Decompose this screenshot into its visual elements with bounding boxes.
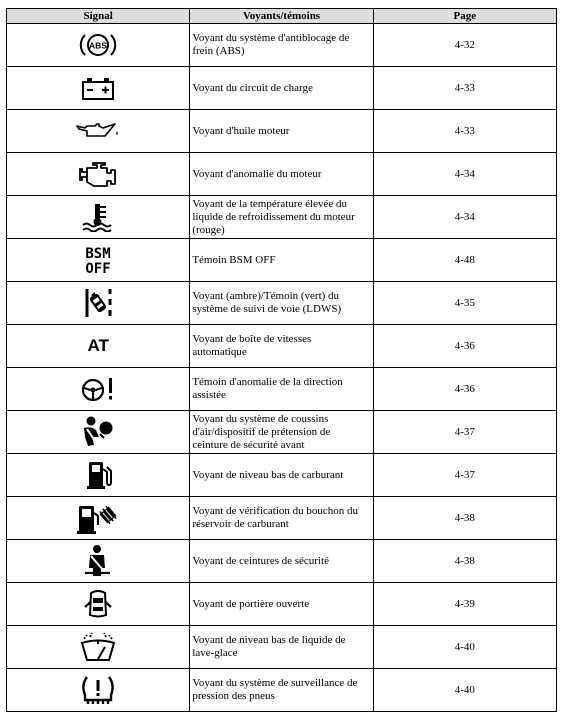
table-row — [7, 368, 557, 411]
description-cell: Témoin d'anomalie de la direction assistée — [190, 368, 373, 411]
at-icon: AT — [87, 336, 109, 356]
description-cell: Voyant de ceintures de sécurité — [190, 540, 373, 583]
oil-can-icon — [75, 120, 121, 142]
description-cell: Voyant de niveau bas de carburant — [190, 454, 373, 497]
description-cell: Voyant de la température élevée du liquide de refroidissement du moteur (rouge) — [190, 196, 373, 239]
svg-text:OFF: OFF — [85, 261, 111, 276]
table-row — [7, 239, 557, 282]
page-cell: 4-38 — [373, 540, 556, 583]
table-header-row — [7, 9, 557, 24]
description-cell: Voyant d'huile moteur — [190, 110, 373, 153]
power-steering-icon — [78, 375, 118, 403]
signal-cell — [7, 239, 190, 282]
signal-cell — [7, 67, 190, 110]
page-cell: 4-34 — [373, 196, 556, 239]
page-cell: 4-38 — [373, 497, 556, 540]
page-cell: 4-40 — [373, 669, 556, 712]
lane-departure-icon — [82, 286, 114, 320]
signal-cell — [7, 669, 190, 712]
description-cell: Voyant de portière ouverte — [190, 583, 373, 626]
table-row — [7, 24, 557, 67]
signal-cell — [7, 110, 190, 153]
page-cell: 4-36 — [373, 325, 556, 368]
table-row — [7, 454, 557, 497]
description-cell: Voyant du système de surveillance de pression des pneus — [190, 669, 373, 712]
description-cell: Voyant de niveau bas de liquide de lave-glace — [190, 626, 373, 669]
engine-icon — [77, 160, 119, 188]
description-cell: Voyant (ambre)/Témoin (vert) du système de suivi de voie (LDWS) — [190, 282, 373, 325]
description-cell: Voyant de vérification du bouchon du réservoir de carburant — [190, 497, 373, 540]
signal-cell — [7, 626, 190, 669]
fuel-pump-icon — [82, 459, 114, 491]
signal-cell — [7, 368, 190, 411]
page-cell: 4-48 — [373, 239, 556, 282]
page-cell: 4-37 — [373, 454, 556, 497]
header-signal: Signal — [7, 9, 190, 24]
table-row — [7, 325, 557, 368]
table-row — [7, 583, 557, 626]
table-row — [7, 411, 557, 454]
signal-cell — [7, 411, 190, 454]
signal-cell — [7, 282, 190, 325]
bsm-off-icon — [78, 244, 118, 276]
fuel-cap-icon — [76, 501, 120, 535]
page-cell: 4-37 — [373, 411, 556, 454]
svg-text:ABS: ABS — [89, 40, 108, 51]
table-row — [7, 282, 557, 325]
page-cell: 4-33 — [373, 110, 556, 153]
signal-cell — [7, 325, 190, 368]
page-cell: 4-35 — [373, 282, 556, 325]
signal-cell — [7, 153, 190, 196]
header-page: Page — [373, 9, 556, 24]
description-cell: Voyant de boîte de vitesses automatique — [190, 325, 373, 368]
signal-cell — [7, 540, 190, 583]
washer-fluid-icon — [78, 632, 118, 662]
airbag-icon — [78, 415, 118, 449]
warning-lights-table — [6, 8, 557, 712]
page-cell: 4-33 — [373, 67, 556, 110]
table-row — [7, 67, 557, 110]
coolant-temperature-icon — [80, 202, 116, 232]
page-cell: 4-34 — [373, 153, 556, 196]
signal-cell — [7, 583, 190, 626]
description-cell: Voyant du circuit de charge — [190, 67, 373, 110]
table-row — [7, 110, 557, 153]
page-cell: 4-39 — [373, 583, 556, 626]
abs-icon — [79, 30, 117, 60]
signal-cell — [7, 454, 190, 497]
page-cell: 4-40 — [373, 626, 556, 669]
door-open-icon — [81, 588, 115, 620]
table-row — [7, 196, 557, 239]
signal-cell — [7, 196, 190, 239]
table-row — [7, 153, 557, 196]
signal-cell — [7, 497, 190, 540]
table-row — [7, 497, 557, 540]
table-row — [7, 540, 557, 583]
page-cell: 4-32 — [373, 24, 556, 67]
table-row — [7, 669, 557, 712]
description-cell: Voyant du système d'antiblocage de frein (ABS) — [190, 24, 373, 67]
seatbelt-icon — [82, 544, 114, 578]
description-cell: Voyant d'anomalie du moteur — [190, 153, 373, 196]
description-cell: Voyant du système de coussins d'air/dispositif de prétension de ceinture de sécurité avant — [190, 411, 373, 454]
page-cell: 4-36 — [373, 368, 556, 411]
header-voyants: Voyants/témoins — [190, 9, 373, 24]
tire-pressure-icon — [78, 673, 118, 707]
table-row — [7, 626, 557, 669]
signal-cell — [7, 24, 190, 67]
svg-text:BSM: BSM — [85, 246, 111, 262]
description-cell: Témoin BSM OFF — [190, 239, 373, 282]
battery-icon — [80, 75, 116, 101]
